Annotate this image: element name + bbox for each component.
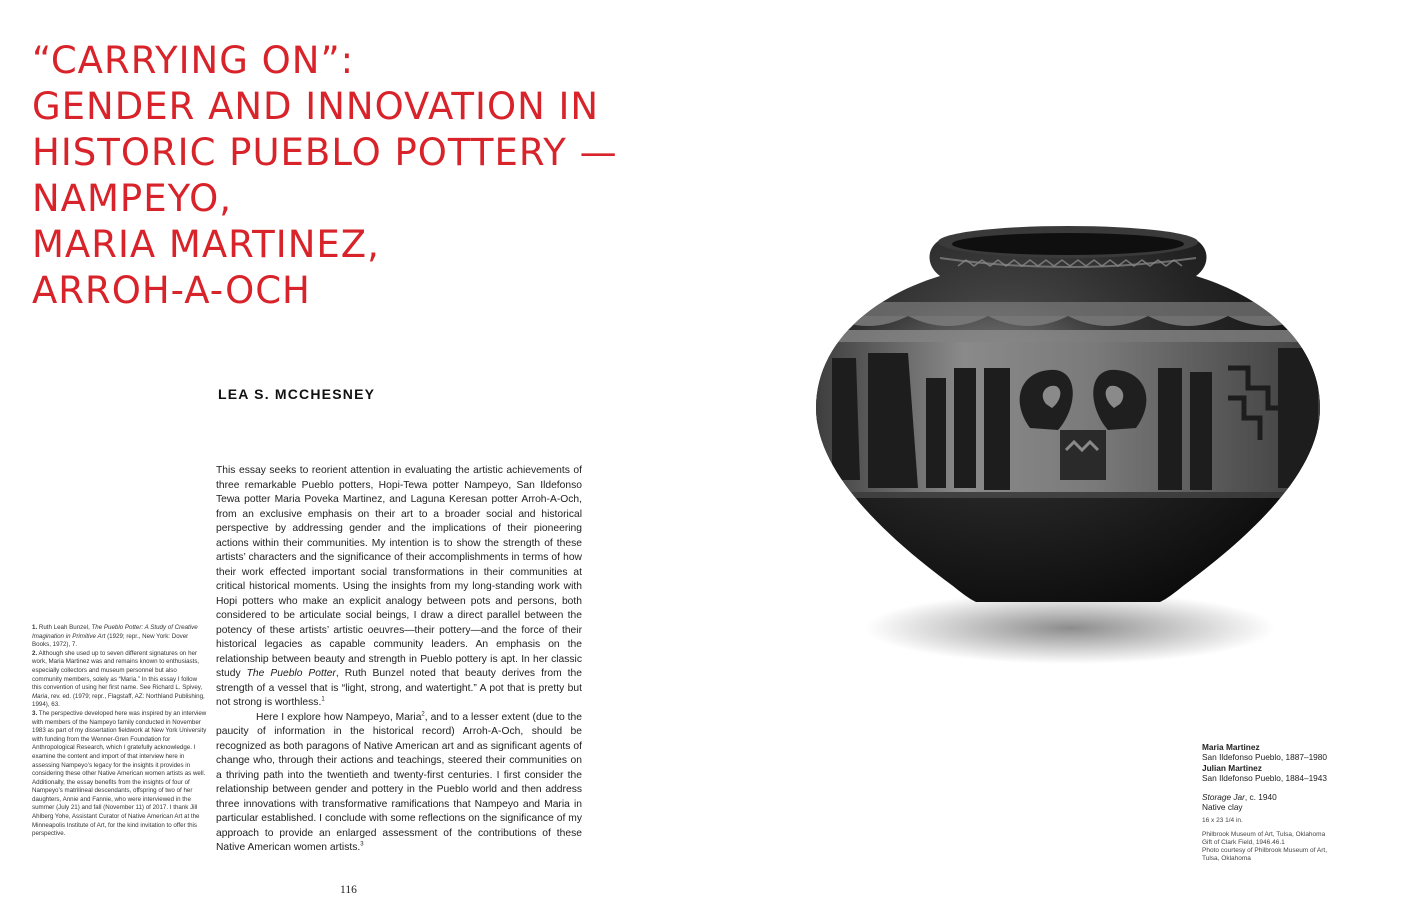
jar-shadow [865, 592, 1275, 664]
title-line: MARIA MARTINEZ, [32, 223, 380, 266]
footnote [32, 624, 208, 650]
author-byline: LEA S. MCCHESNEY [218, 386, 376, 402]
jar-body [808, 218, 1328, 618]
footnote-number: 1. [32, 624, 38, 631]
footnote-text: Ruth Leah Bunzel, [37, 624, 92, 631]
body-text: , and to a lesser extent (due to the paucity of information in the historical record) Arroh-A-Och, should be recognized as both paragons of Native American art and as significant agents of change who, through their actions and teachings, steered their communities on a thriving path into the twentieth and twenty-first centuries. I first consider the relationship between gender and pottery in the Pueblo world and then address three innovations with transformative ramifications that Nampeyo and Maria in particular established. I conclude with some reflections on the significance of my approach to provide an enlarged assessment of the contributions of these Native American women artists. [216, 711, 582, 853]
footnote-text: Although she used up to seven different signatures on her work, Maria Martinez was and remains known to enthusiasts, especially collectors and museum personnel but also community members, solely as “Maria.” In this essay I follow this convention of using her first name. See Richard L. Spivey, [32, 649, 203, 692]
artist-info: San Ildefonso Pueblo, 1887–1980 [1202, 752, 1328, 763]
title-line: NAMPEYO, [32, 177, 233, 220]
footnote-ref[interactable]: 1 [321, 696, 325, 703]
credit-line: Philbrook Museum of Art, Tulsa, Oklahoma [1202, 830, 1326, 838]
work-date: , c. 1940 [1244, 791, 1277, 802]
caption-artist2-name: Julian Martinez [1202, 762, 1262, 773]
title-line: HISTORIC PUEBLO POTTERY — [32, 131, 618, 174]
body-paragraph [216, 711, 582, 856]
article-body [216, 464, 582, 856]
credit-line: Gift of Clark Field, 1946.46.1 [1202, 838, 1285, 846]
main-motif-band [808, 342, 1328, 492]
footnote-ref[interactable]: 3 [360, 841, 364, 848]
storage-jar-photo [808, 218, 1328, 738]
footnote-italic: The Pueblo Potter: A Study of Creative Imagination in Primitive Art [32, 624, 198, 640]
footnote-ref[interactable]: 2 [421, 711, 425, 718]
artist-name [1202, 763, 1382, 773]
article-title [32, 38, 618, 314]
photo-caption [1202, 742, 1382, 863]
body-text: Here I explore how Nampeyo, Maria [256, 711, 422, 723]
caption-artist1-name: Maria Martinez [1202, 742, 1260, 752]
work-title: Storage Jar [1202, 791, 1245, 802]
credit-line: Photo courtesy of Philbrook Museum of Art, [1202, 847, 1328, 855]
work-medium: Native clay [1202, 802, 1243, 813]
footnote-number: 3. [32, 709, 38, 717]
body-paragraph [216, 464, 582, 711]
title-line: GENDER AND INNOVATION IN [32, 85, 600, 128]
credit-line: Tulsa, Oklahoma [1202, 855, 1251, 863]
footnotes [32, 624, 208, 839]
artist-info: San Ildefonso Pueblo, 1884–1943 [1202, 773, 1328, 784]
artist-name [1202, 742, 1382, 752]
body-italic: The Pueblo Potter [246, 668, 336, 679]
page-number: 116 [340, 884, 357, 896]
footnote [32, 650, 208, 710]
body-text: , Ruth Bunzel noted that beauty derives from the strength of a vessel that is “light, strong, and watertight.” A pot that is pretty but not strong is worthless. [216, 668, 582, 708]
footnote-text: , rev. ed. (1979; repr., Flagstaff, AZ: Northland Publishing, 1994), 63. [32, 692, 205, 709]
footnote-italic: Maria [32, 692, 48, 700]
footnote-text: (1929; repr., New York: Dover Books, 1972), 7. [32, 632, 189, 649]
footnote [32, 710, 208, 839]
caption-spacer [1202, 784, 1382, 792]
body-text: This essay seeks to reorient attention in evaluating the artistic achievements of three remarkable Pueblo potters, Hopi-Tewa potter Nampeyo, San Ildefonso Tewa potter Maria Poveka Martinez, and Laguna Keresan potter Arroh-A-Och, from an exclusive emphasis on their art to a broader social and historical perspective by addressing gender and the implications of their pioneering actions within their communities. My intention is to show the strength of these artists’ characters and the significance of their accomplishments in terms of how their work effected important social transformations in their communities at critical historical moments. Using the insights from my long-standing work with Hopi potters who make an explicit analogy between pots and persons, both considered to be articulate social beings, I draw a direct parallel between the potency of these artists’ artistic oeuvres—their pottery—and the force of their historical legacies as capable community leaders. An emphasis on the relationship between beauty and strength in Pueblo pottery is apt. In her classic study [216, 465, 582, 679]
title-line: ARROH-A-OCH [32, 269, 311, 312]
work-dimensions: 16 x 23 1/4 in. [1202, 817, 1243, 825]
work-title-line [1202, 792, 1382, 802]
title-line: “CARRYING ON”: [32, 39, 355, 82]
footnote-number: 2. [32, 649, 38, 657]
footnote-text: The perspective developed here was inspired by an interview with members of the Nampeyo family conducted in November 1983 as part of my dissertation fieldwork at New York University with funding from the Wenner-Gren Foundation for Anthropological Research, which I gratefully acknowledge. I examine the content and import of that interview here in assessing Nampeyo’s legacy for the insights it provides in considering these other Native American women artists as well. Additionally, the essay benefits from the insights of four of Nampeyo’s matrilineal descendants, offspring of two of her daughters, Annie and Fannie, who were interviewed in the summer (July 21) and fall (November 11) of 2017. I thank Jill Ahlberg Yohe, Assistant Curator of Native American Art at the Minneapolis Institute of Art, for the kind invitation to offer this perspective. [32, 709, 207, 838]
